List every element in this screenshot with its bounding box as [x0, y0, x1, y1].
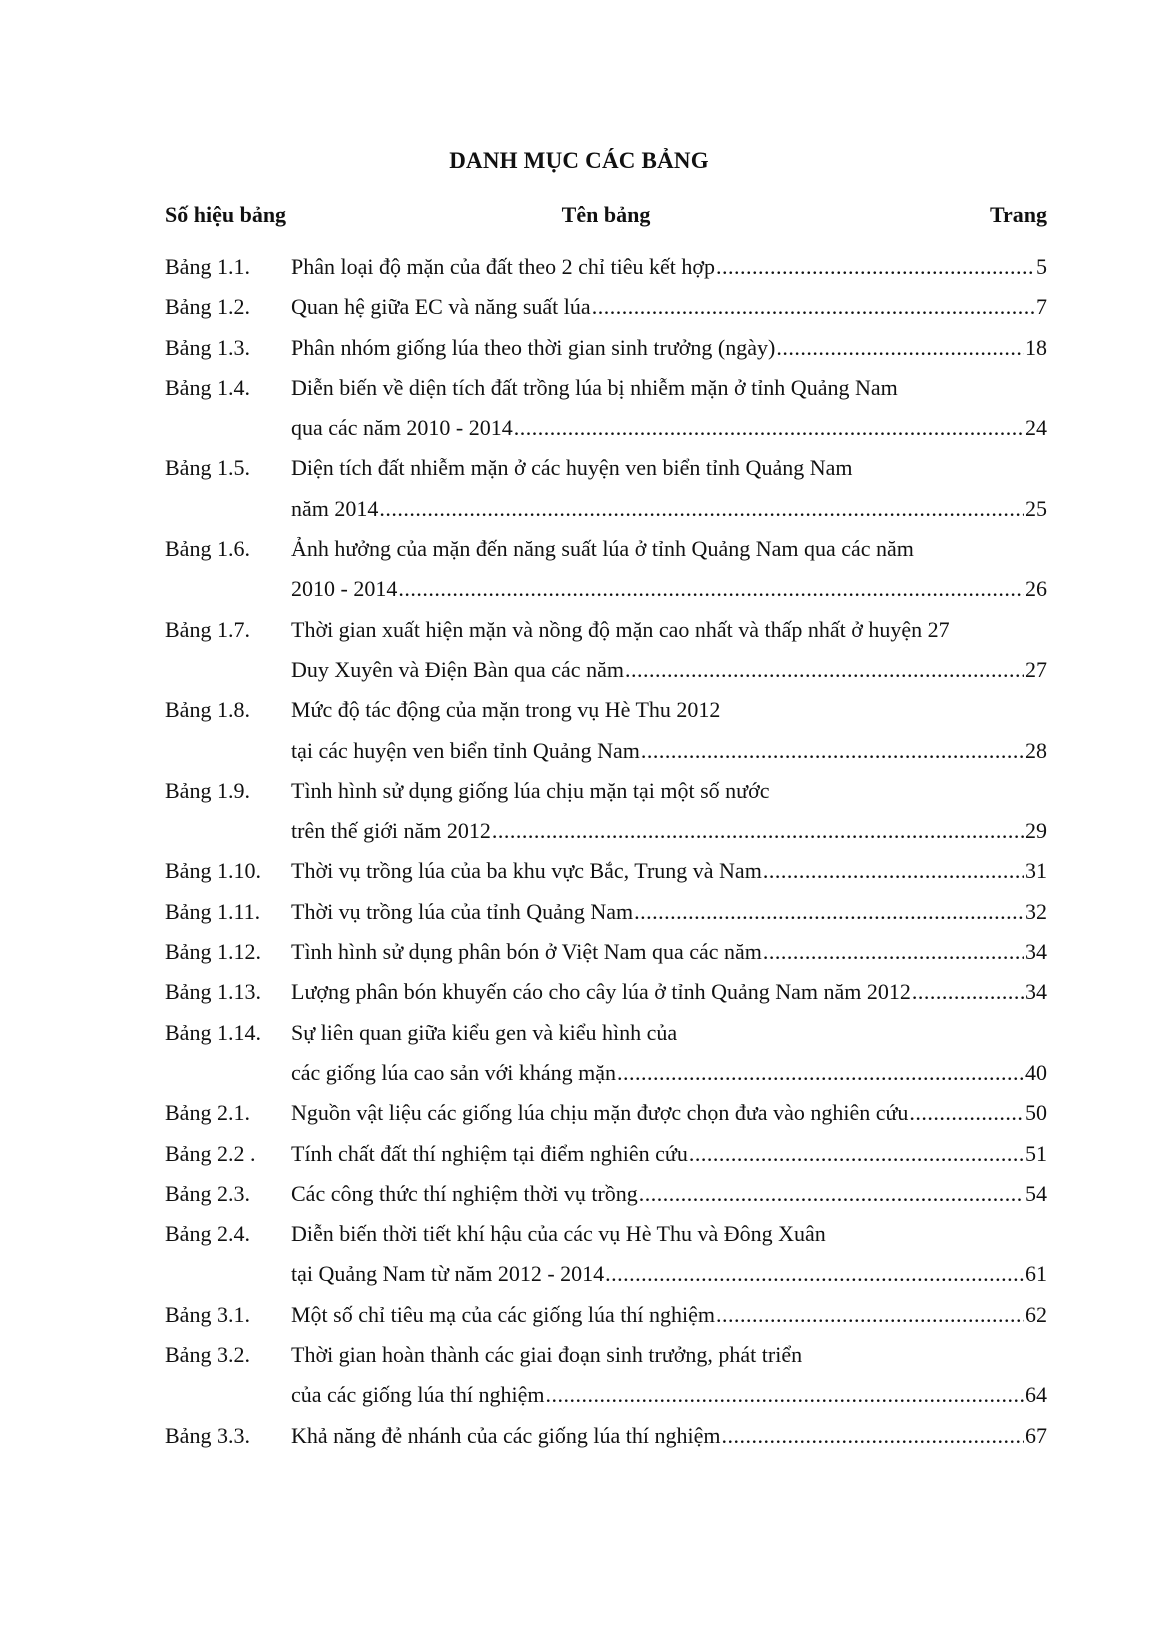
toc-entry-page: 51	[1025, 1140, 1047, 1166]
toc-entry-title-line: Diễn biến về diện tích đất trồng lúa bị nhiễm mặn ở tỉnh Quảng Nam	[291, 374, 898, 400]
toc-entry-body	[291, 1134, 1047, 1174]
toc-entry-last-line	[291, 1295, 1047, 1335]
toc-entry-title-line: tại Quảng Nam từ năm 2012 - 2014	[291, 1261, 605, 1287]
table-of-contents	[165, 247, 1047, 1456]
toc-entry-body	[291, 287, 1047, 327]
toc-entry-last-line	[291, 1375, 1047, 1415]
toc-entry-last-line	[291, 408, 1047, 448]
toc-entry-last-line	[291, 1093, 1047, 1133]
header-page: Trang	[989, 202, 1047, 227]
toc-entry-body	[291, 1174, 1047, 1214]
toc-entry	[165, 690, 1047, 771]
toc-entry-number: Bảng 1.4.	[165, 374, 250, 400]
toc-entry-number: Bảng 1.8.	[165, 697, 250, 723]
toc-entry-body	[291, 1335, 1047, 1416]
toc-entry-page: 29	[1025, 818, 1047, 844]
toc-entry	[165, 610, 1047, 691]
toc-entry-number: Bảng 1.3.	[165, 334, 250, 360]
dot-leader	[379, 489, 1024, 529]
toc-entry-body	[291, 1416, 1047, 1456]
dot-leader	[605, 1254, 1024, 1294]
toc-entry-title-line: Ảnh hưởng của mặn đến năng suất lúa ở tỉnh Quảng Nam qua các năm	[291, 536, 914, 562]
toc-entry-last-line	[291, 287, 1047, 327]
toc-entry-body	[291, 529, 1047, 610]
toc-entry-body	[291, 972, 1047, 1012]
dot-leader	[912, 972, 1024, 1012]
toc-entry-number: Bảng 1.9.	[165, 777, 250, 803]
toc-entry-title-line: Thời gian xuất hiện mặn và nồng độ mặn cao nhất và thấp nhất ở huyện 27	[291, 616, 950, 642]
toc-entry-title-line: qua các năm 2010 - 2014	[291, 415, 513, 441]
dot-leader	[716, 1295, 1024, 1335]
toc-entry-title-line: Tình hình sử dụng giống lúa chịu mặn tại một số nước	[291, 777, 770, 803]
toc-entry-page: 18	[1025, 334, 1047, 360]
toc-entry-body	[291, 368, 1047, 449]
dot-leader	[641, 731, 1024, 771]
toc-entry-last-line	[291, 731, 1047, 771]
toc-entry-title-line: Nguồn vật liệu các giống lúa chịu mặn được chọn đưa vào nghiên cứu	[291, 1100, 909, 1126]
toc-entry	[165, 1295, 1047, 1335]
toc-entry	[165, 1134, 1047, 1174]
page-title: DANH MỤC CÁC BẢNG	[449, 148, 709, 173]
toc-entry-page: 61	[1025, 1261, 1047, 1287]
toc-entry-number: Bảng 1.11.	[165, 898, 261, 924]
toc-entry-last-line	[291, 1416, 1047, 1456]
toc-entry-title-line: Diễn biến thời tiết khí hậu của các vụ Hè Thu và Đông Xuân	[291, 1221, 826, 1247]
toc-entry-title-line: năm 2014	[291, 495, 379, 521]
toc-entry-title-line: Phân nhóm giống lúa theo thời gian sinh trưởng (ngày)	[291, 334, 776, 360]
toc-entry-last-line	[291, 1254, 1047, 1294]
toc-entry-body	[291, 1295, 1047, 1335]
toc-entry-title-line: Sự liên quan giữa kiểu gen và kiểu hình của	[291, 1019, 678, 1045]
toc-entry-page: 5	[1036, 254, 1047, 279]
toc-entry	[165, 529, 1047, 610]
toc-entry	[165, 1013, 1047, 1094]
dot-leader	[592, 287, 1035, 327]
toc-entry-last-line	[291, 247, 1047, 287]
toc-entry-page: 34	[1025, 979, 1047, 1005]
toc-entry-page: 32	[1025, 898, 1047, 924]
toc-entry-title-line: Phân loại độ mặn của đất theo 2 chỉ tiêu kết hợp	[291, 254, 716, 279]
toc-entry	[165, 771, 1047, 852]
dot-leader	[763, 851, 1024, 891]
toc-entry	[165, 448, 1047, 529]
dot-leader	[492, 811, 1024, 851]
toc-entry-number: Bảng 1.12.	[165, 939, 261, 965]
toc-entry-body	[291, 247, 1047, 287]
toc-entry-body	[291, 851, 1047, 891]
toc-entry	[165, 892, 1047, 932]
dot-leader	[546, 1375, 1024, 1415]
toc-entry	[165, 1174, 1047, 1214]
dot-leader	[625, 650, 1024, 690]
toc-entry	[165, 972, 1047, 1012]
toc-entry-number: Bảng 1.13.	[165, 979, 261, 1005]
dot-leader	[909, 1093, 1024, 1133]
toc-entry-page: 7	[1036, 294, 1047, 320]
toc-entry	[165, 247, 1047, 287]
toc-entry-last-line	[291, 1053, 1047, 1093]
toc-entry-page: 54	[1025, 1180, 1047, 1206]
toc-entry-number: Bảng 3.3.	[165, 1422, 250, 1448]
toc-entry-title-line: Mức độ tác động của mặn trong vụ Hè Thu 2012	[291, 697, 721, 723]
dot-leader	[716, 247, 1035, 287]
dot-leader	[689, 1134, 1024, 1174]
toc-entry-title-line: Thời vụ trồng lúa của tỉnh Quảng Nam	[291, 898, 634, 924]
toc-entry-number: Bảng 1.6.	[165, 536, 250, 562]
toc-entry	[165, 368, 1047, 449]
toc-entry-body	[291, 610, 1047, 691]
toc-entry-title-line: Tình hình sử dụng phân bón ở Việt Nam qua các năm	[291, 939, 762, 965]
toc-entry-number: Bảng 2.2 .	[165, 1140, 256, 1166]
toc-entry-title-line: Các công thức thí nghiệm thời vụ trồng	[291, 1180, 638, 1206]
dot-leader	[776, 328, 1024, 368]
toc-entry-body	[291, 1214, 1047, 1295]
toc-entry-body	[291, 1093, 1047, 1133]
header-table-name: Tên bảng	[561, 202, 651, 227]
toc-entry-title-line: Thời vụ trồng lúa của ba khu vực Bắc, Trung và Nam	[291, 858, 762, 884]
toc-entry-title-line: 2010 - 2014	[291, 576, 398, 602]
toc-entry-last-line	[291, 1134, 1047, 1174]
toc-entry-title-line: Duy Xuyên và Điện Bàn qua các năm	[291, 656, 624, 682]
toc-entry-last-line	[291, 811, 1047, 851]
toc-entry-title-line: các giống lúa cao sản với kháng mặn	[291, 1059, 617, 1085]
toc-entry-number: Bảng 2.4.	[165, 1221, 250, 1247]
toc-entry-body	[291, 771, 1047, 852]
toc-entry-title-line: Diện tích đất nhiễm mặn ở các huyện ven biển tỉnh Quảng Nam	[291, 455, 853, 481]
toc-entry-number: Bảng 1.10.	[165, 858, 261, 884]
toc-entry-body	[291, 1013, 1047, 1094]
toc-entry-page: 50	[1025, 1100, 1047, 1126]
toc-entry-body	[291, 892, 1047, 932]
toc-entry-page: 31	[1025, 858, 1047, 884]
toc-entry-title-line: trên thế giới năm 2012	[291, 818, 491, 844]
toc-entry-body	[291, 448, 1047, 529]
toc-entry-title-line: Lượng phân bón khuyến cáo cho cây lúa ở tỉnh Quảng Nam năm 2012	[291, 979, 911, 1005]
toc-entry-last-line	[291, 489, 1047, 529]
dot-leader	[617, 1053, 1024, 1093]
toc-entry-page: 26	[1025, 576, 1047, 602]
toc-entry-title-line: Một số chỉ tiêu mạ của các giống lúa thí nghiệm	[291, 1301, 716, 1327]
toc-entry-page: 24	[1025, 415, 1047, 441]
toc-entry-number: Bảng 1.5.	[165, 455, 250, 481]
toc-entry-number: Bảng 2.1.	[165, 1100, 250, 1126]
dot-leader	[721, 1416, 1024, 1456]
toc-entry-page: 34	[1025, 939, 1047, 965]
dot-leader	[398, 569, 1024, 609]
dot-leader	[763, 932, 1024, 972]
toc-entry-title-line: tại các huyện ven biển tỉnh Quảng Nam	[291, 737, 640, 763]
toc-entry	[165, 328, 1047, 368]
toc-entry-last-line	[291, 892, 1047, 932]
toc-entry-last-line	[291, 650, 1047, 690]
toc-entry-page: 64	[1025, 1382, 1047, 1408]
toc-entry-last-line	[291, 569, 1047, 609]
dot-leader	[639, 1174, 1024, 1214]
toc-entry-page: 62	[1025, 1301, 1047, 1327]
toc-entry-page: 40	[1025, 1059, 1047, 1085]
toc-entry-number: Bảng 1.2.	[165, 294, 250, 320]
toc-entry	[165, 287, 1047, 327]
toc-entry-last-line	[291, 972, 1047, 1012]
toc-entry-last-line	[291, 1174, 1047, 1214]
toc-entry-title-line: của các giống lúa thí nghiệm	[291, 1382, 545, 1408]
toc-entry-last-line	[291, 328, 1047, 368]
toc-entry	[165, 1335, 1047, 1416]
toc-entry-body	[291, 328, 1047, 368]
toc-entry	[165, 1214, 1047, 1295]
header-table-number: Số hiệu bảng	[165, 202, 287, 227]
toc-entry-page: 25	[1025, 495, 1047, 521]
toc-entry-number: Bảng 1.1.	[165, 254, 250, 279]
toc-entry-number: Bảng 3.1.	[165, 1301, 250, 1327]
toc-entry-number: Bảng 1.7.	[165, 616, 250, 642]
toc-entry-body	[291, 690, 1047, 771]
toc-entry	[165, 932, 1047, 972]
toc-entry-title-line: Tính chất đất thí nghiệm tại điểm nghiên cứu	[291, 1140, 688, 1166]
toc-entry	[165, 1093, 1047, 1133]
toc-entry-title-line: Quan hệ giữa EC và năng suất lúa	[291, 294, 591, 320]
dot-leader	[514, 408, 1024, 448]
toc-entry-page: 28	[1025, 737, 1047, 763]
toc-entry-number: Bảng 2.3.	[165, 1180, 250, 1206]
toc-entry-last-line	[291, 932, 1047, 972]
toc-entry	[165, 1416, 1047, 1456]
toc-entry	[165, 851, 1047, 891]
dot-leader	[634, 892, 1024, 932]
toc-entry-page: 67	[1025, 1422, 1047, 1448]
toc-entry-last-line	[291, 851, 1047, 891]
toc-header	[165, 202, 1047, 232]
toc-entry-number: Bảng 3.2.	[165, 1342, 250, 1368]
toc-entry-page: 27	[1025, 656, 1047, 682]
toc-entry-title-line: Thời gian hoàn thành các giai đoạn sinh trưởng, phát triển	[291, 1342, 803, 1368]
toc-entry-body	[291, 932, 1047, 972]
toc-entry-number: Bảng 1.14.	[165, 1019, 261, 1045]
toc-entry-title-line: Khả năng đẻ nhánh của các giống lúa thí nghiệm	[291, 1422, 721, 1448]
